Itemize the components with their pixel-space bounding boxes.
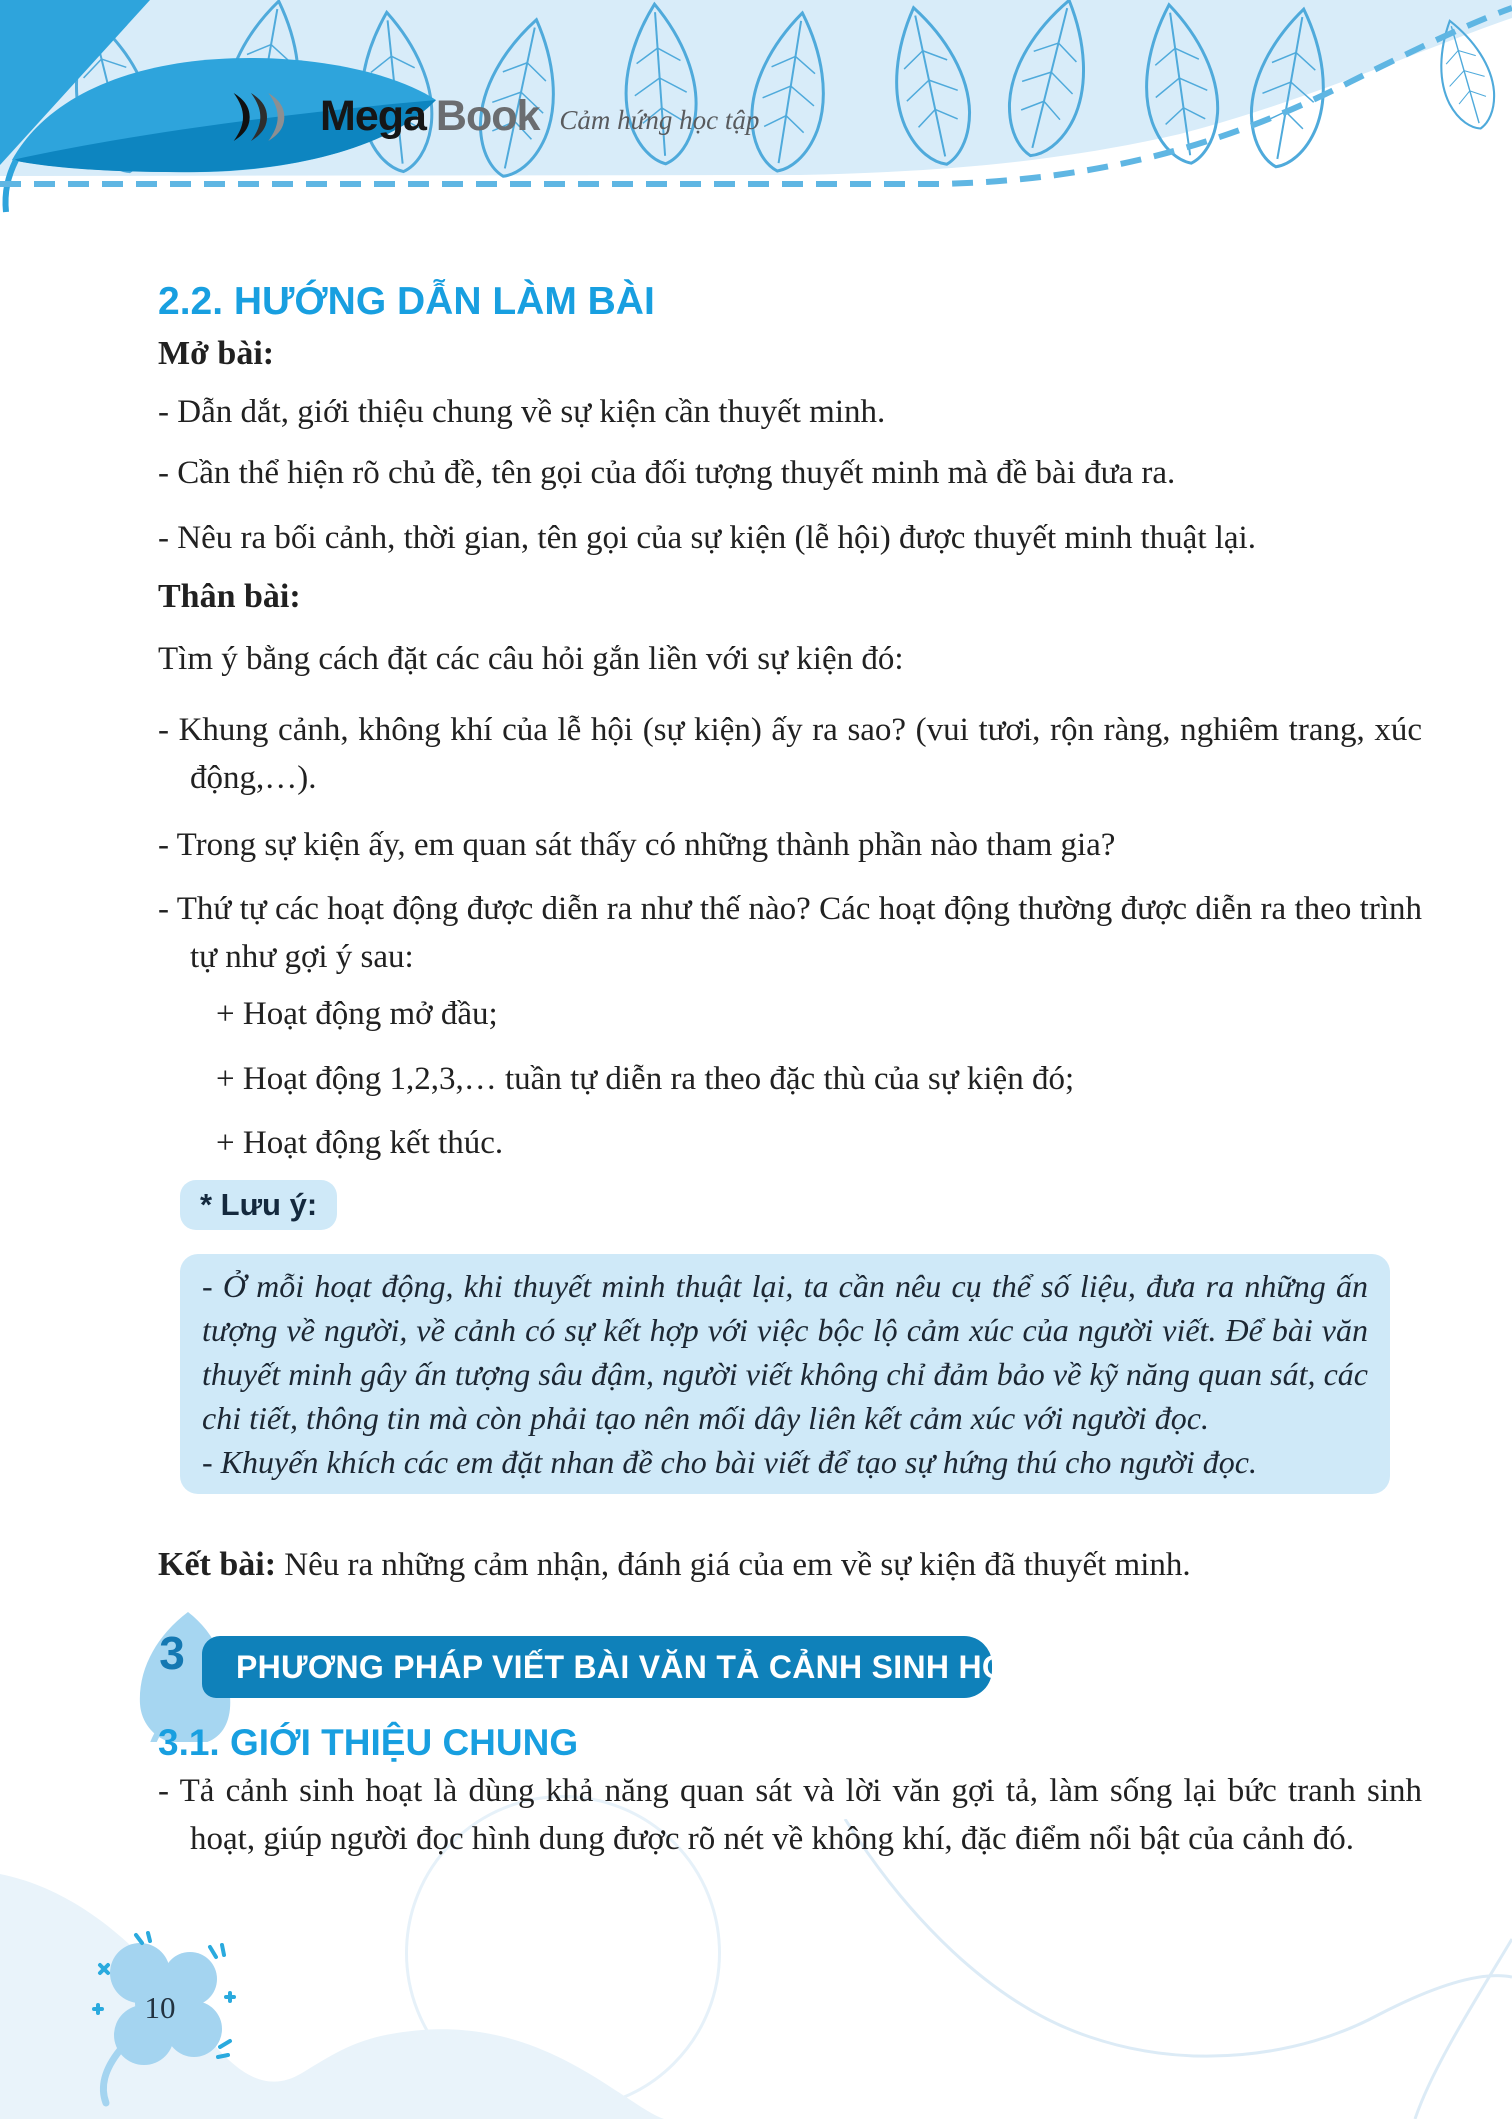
section-number: 3 — [159, 1627, 185, 1679]
section-3-title: PHƯƠNG PHÁP VIẾT BÀI VĂN TẢ CẢNH SINH HOẠT — [236, 1648, 1051, 1685]
note-label-badge: * Lưu ý: — [180, 1180, 337, 1230]
section-3-banner — [202, 1636, 1051, 1698]
ket-bai-text: Nêu ra những cảm nhận, đánh giá của em về sự kiện đã thuyết minh. — [276, 1547, 1191, 1583]
list-item: - Dẫn dắt, giới thiệu chung về sự kiện cần thuyết minh. — [158, 394, 886, 430]
footer-curve-line — [1415, 1939, 1512, 2119]
page-number: 10 — [144, 1990, 176, 2025]
than-bai-intro: Tìm ý bằng cách đặt các câu hỏi gắn liền với sự kiện đó: — [158, 641, 904, 677]
list-item: - Trong sự kiện ấy, em quan sát thấy có những thành phần nào tham gia? — [158, 827, 1116, 863]
logo-tagline: Cảm hứng học tập — [559, 105, 760, 135]
section-3-1-paragraph: - Tả cảnh sinh hoạt là dùng khả năng quan sát và lời văn gợi tả, làm sống lại bức tranh sinh hoạt, giúp người đọc hình dung được rõ nét về không khí, đặc điểm nổi bật của cảnh đó. — [158, 1773, 1422, 1857]
ket-bai-line — [158, 1541, 1390, 1589]
ket-bai-label: Kết bài: — [158, 1546, 277, 1583]
list-item: - Khung cảnh, không khí của lễ hội (sự kiện) ấy ra sao? (vui tươi, rộn ràng, nghiêm trang, xúc động,…). — [158, 712, 1422, 796]
activity-item: + Hoạt động kết thúc. — [216, 1125, 504, 1161]
megabook-logo — [228, 92, 759, 141]
section-3-1-heading: 3.1. GIỚI THIỆU CHUNG — [158, 1722, 579, 1763]
note-paragraph: - Ở mỗi hoạt động, khi thuyết minh thuật lại, ta cần nêu cụ thể số liệu, đưa ra những ấn tượng về người, về cảnh có sự kết hợp với việc bộc lộ cảm xúc của người viết. Để bài văn thuyết minh gây ấn tượng sâu đậm, người viết không chỉ đảm bảo về kỹ năng quan sát, các chi tiết, thông tin mà còn phải tạo nên mối dây liên kết cảm xúc với người đọc. — [202, 1268, 1368, 1436]
activity-item: + Hoạt động 1,2,3,… tuần tự diễn ra theo đặc thù của sự kiện đó; — [216, 1061, 1075, 1097]
note-paragraph: - Khuyến khích các em đặt nhan đề cho bài viết để tạo sự hứng thú cho người đọc. — [202, 1444, 1257, 1480]
logo-text-book: Book — [435, 92, 540, 140]
list-item: - Nêu ra bối cảnh, thời gian, tên gọi của sự kiện (lễ hội) được thuyết minh thuật lại. — [158, 520, 1256, 556]
list-item: - Cần thể hiện rõ chủ đề, tên gọi của đối tượng thuyết minh mà đề bài đưa ra. — [158, 455, 1176, 491]
logo-chevrons-icon — [228, 93, 310, 141]
mo-bai-label: Mở bài: — [158, 335, 275, 372]
than-bai-label: Thân bài: — [158, 578, 301, 615]
section-2-2-heading: 2.2. HƯỚNG DẪN LÀM BÀI — [158, 280, 655, 323]
footer-art — [0, 1819, 1512, 2119]
activity-item: + Hoạt động mở đầu; — [216, 996, 498, 1032]
note-highlight-block — [180, 1254, 1390, 1494]
list-item: - Thứ tự các hoạt động được diễn ra như thế nào? Các hoạt động thường được diễn ra theo trình tự như gợi ý sau: — [158, 891, 1422, 975]
logo-text-mega: Mega — [320, 92, 426, 140]
footer-blob-shape — [0, 1874, 664, 2119]
